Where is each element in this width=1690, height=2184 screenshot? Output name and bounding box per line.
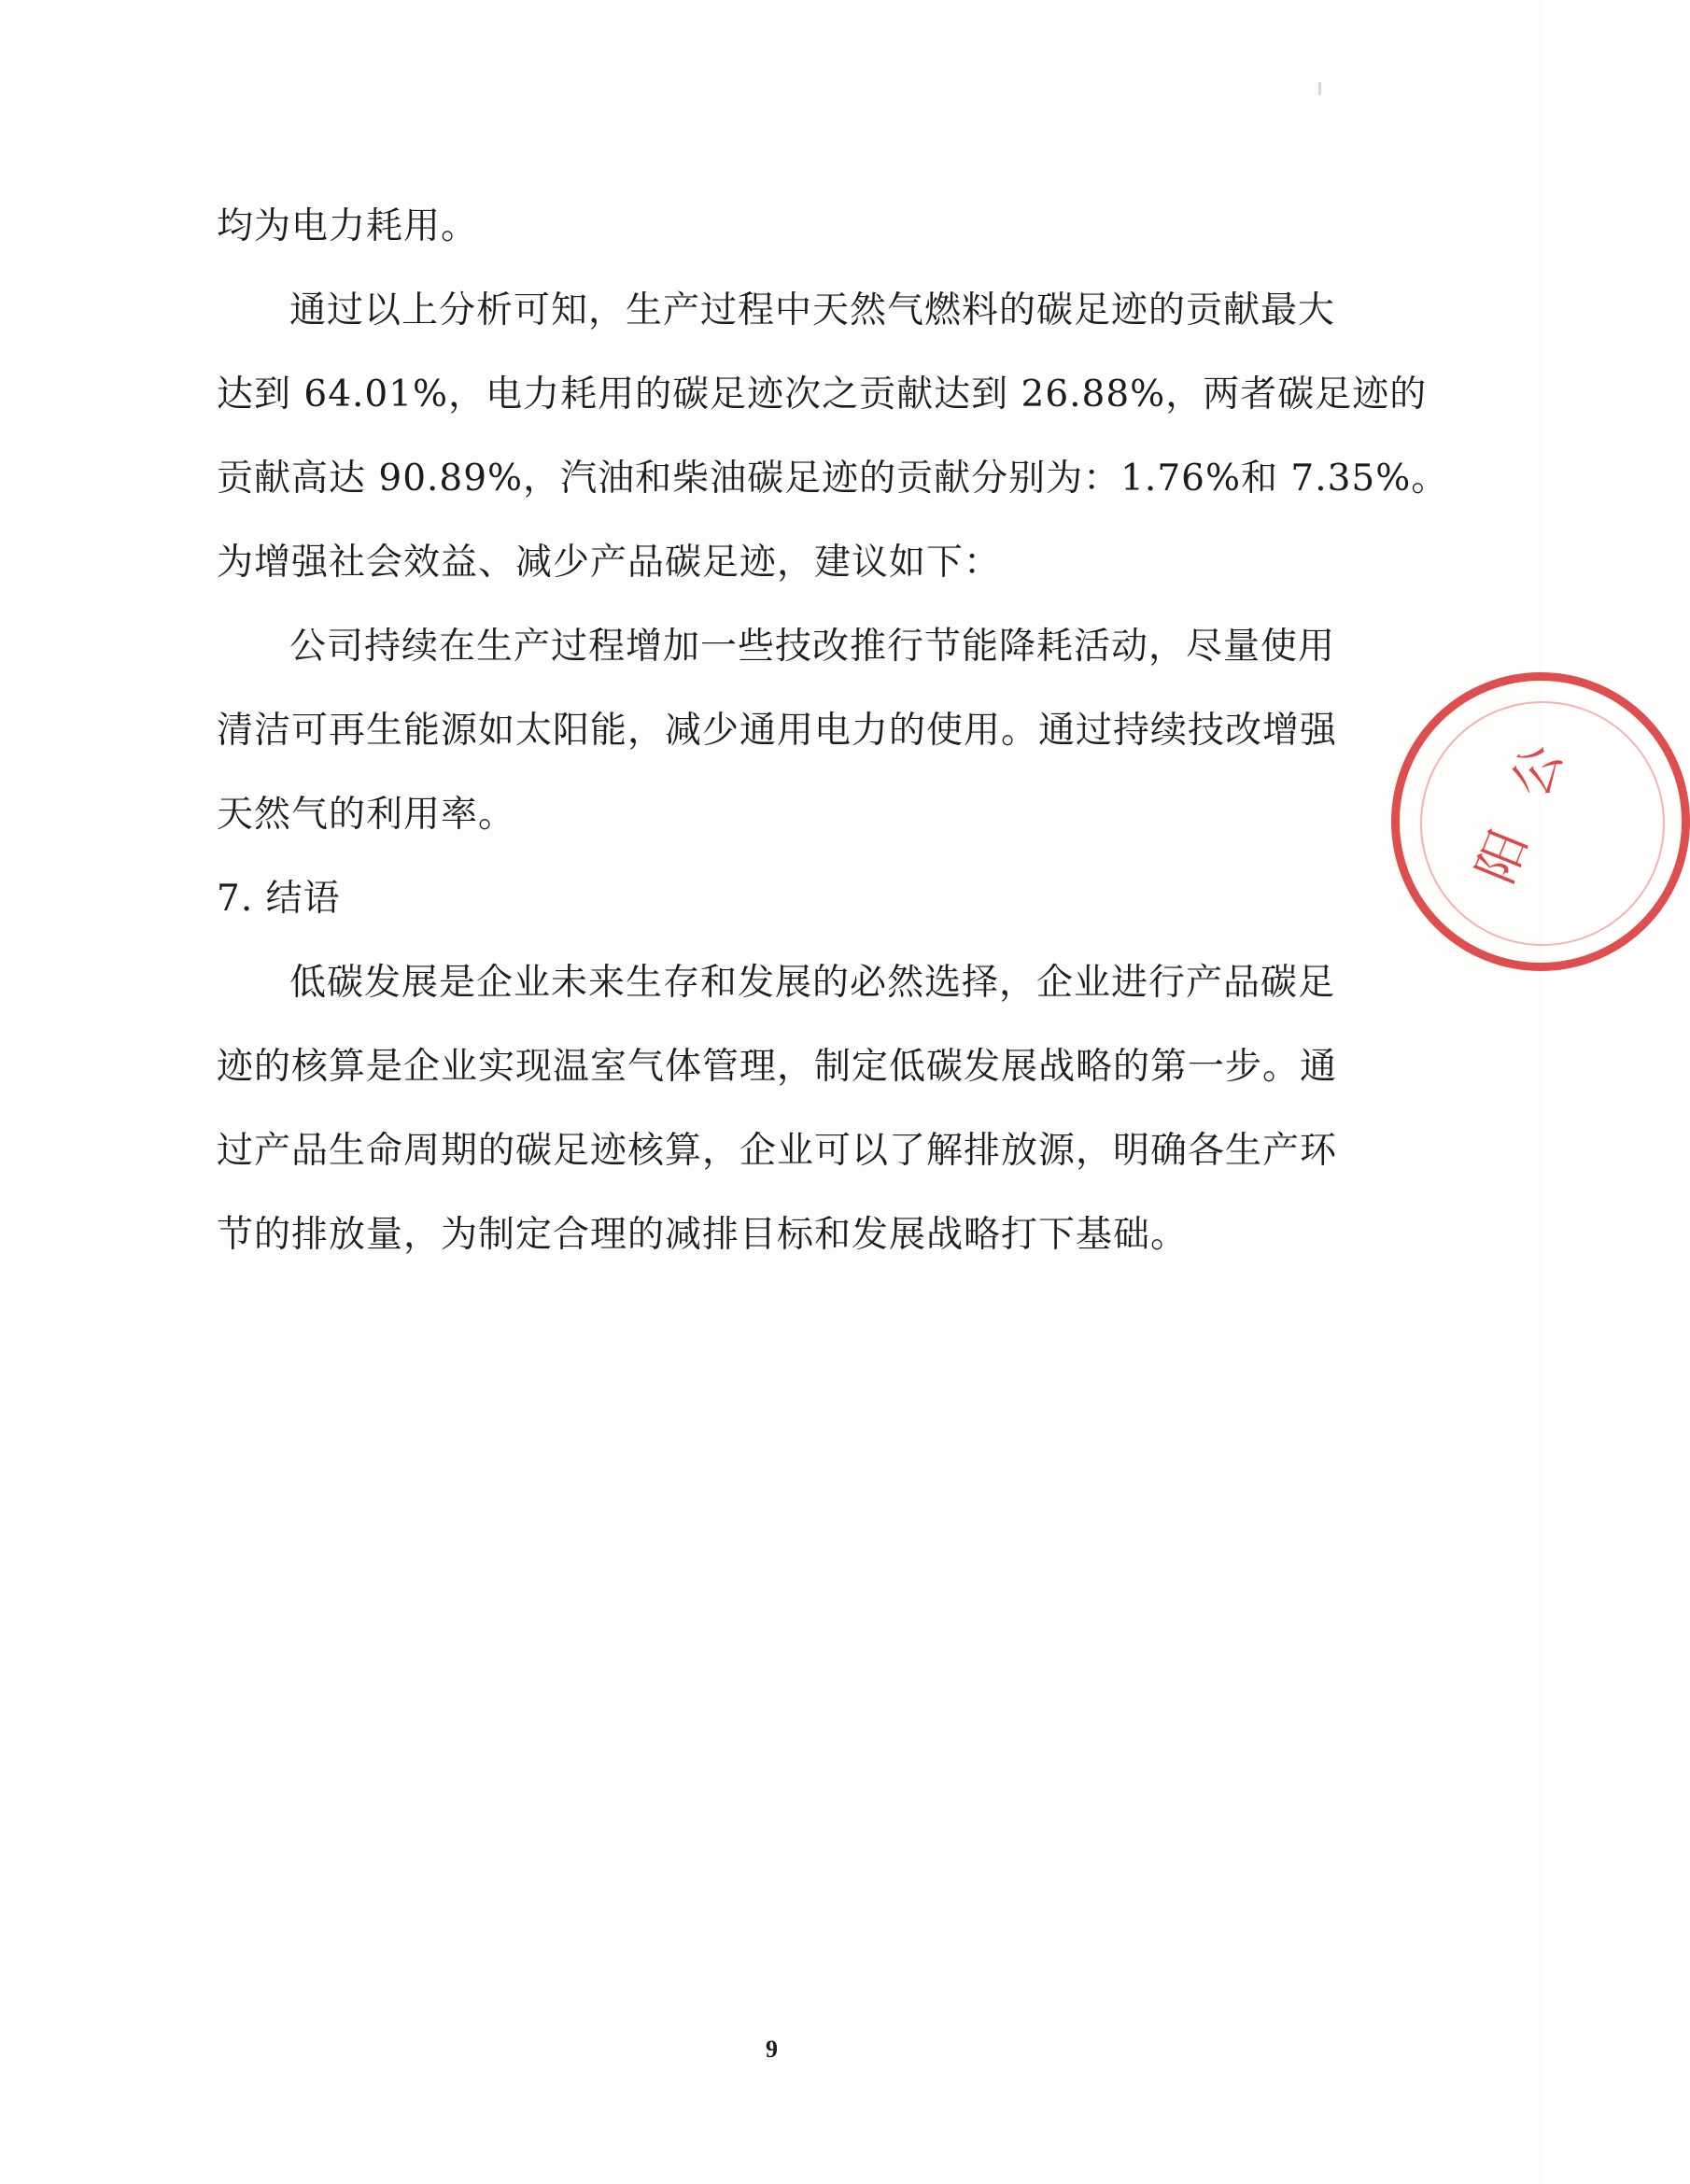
text-line: 清洁可再生能源如太阳能，减少通用电力的使用。通过持续技改增强 xyxy=(217,710,1338,752)
body-text xyxy=(217,185,1449,1277)
text-line: 节的排放量，为制定合理的减排目标和发展战略打下基础。 xyxy=(217,1214,1189,1256)
seal-text: 阳 公 xyxy=(1465,724,1579,892)
text-line: 迹的核算是企业实现温室气体管理，制定低碳发展战略的第一步。通 xyxy=(217,1046,1338,1088)
text-line: 贡献高达 90.89%，汽油和柴油碳足迹的贡献分别为：1.76%和 7.35%。 xyxy=(217,458,1449,500)
text-line: 达到 64.01%，电力耗用的碳足迹次之贡献达到 26.88%，两者碳足迹的 xyxy=(217,373,1428,416)
text-line: 公司持续在生产过程增加一些技改推行节能降耗活动，尽量使用 xyxy=(289,626,1336,668)
text-line: 通过以上分析可知，生产过程中天然气燃料的碳足迹的贡献最大 xyxy=(289,289,1336,331)
section-heading xyxy=(217,857,1300,941)
scan-mark xyxy=(1318,82,1321,95)
paragraph xyxy=(217,269,1449,605)
page-number: 9 xyxy=(766,2036,778,2063)
paragraph xyxy=(217,605,1338,857)
text-line: 天然气的利用率。 xyxy=(217,794,516,836)
company-seal xyxy=(1391,672,1690,971)
text-line: 低碳发展是企业未来生存和发展的必然选择，企业进行产品碳足 xyxy=(289,962,1336,1004)
text-line: 为增强社会效益、减少产品碳足迹，建议如下： xyxy=(217,542,1002,584)
heading-text: 7. 结语 xyxy=(217,878,341,920)
text-line: 均为电力耗用。 xyxy=(217,205,479,247)
paragraph xyxy=(217,941,1338,1277)
paragraph xyxy=(217,185,1300,269)
text-line: 过产品生命周期的碳足迹核算，企业可以了解排放源，明确各生产环 xyxy=(217,1130,1338,1172)
